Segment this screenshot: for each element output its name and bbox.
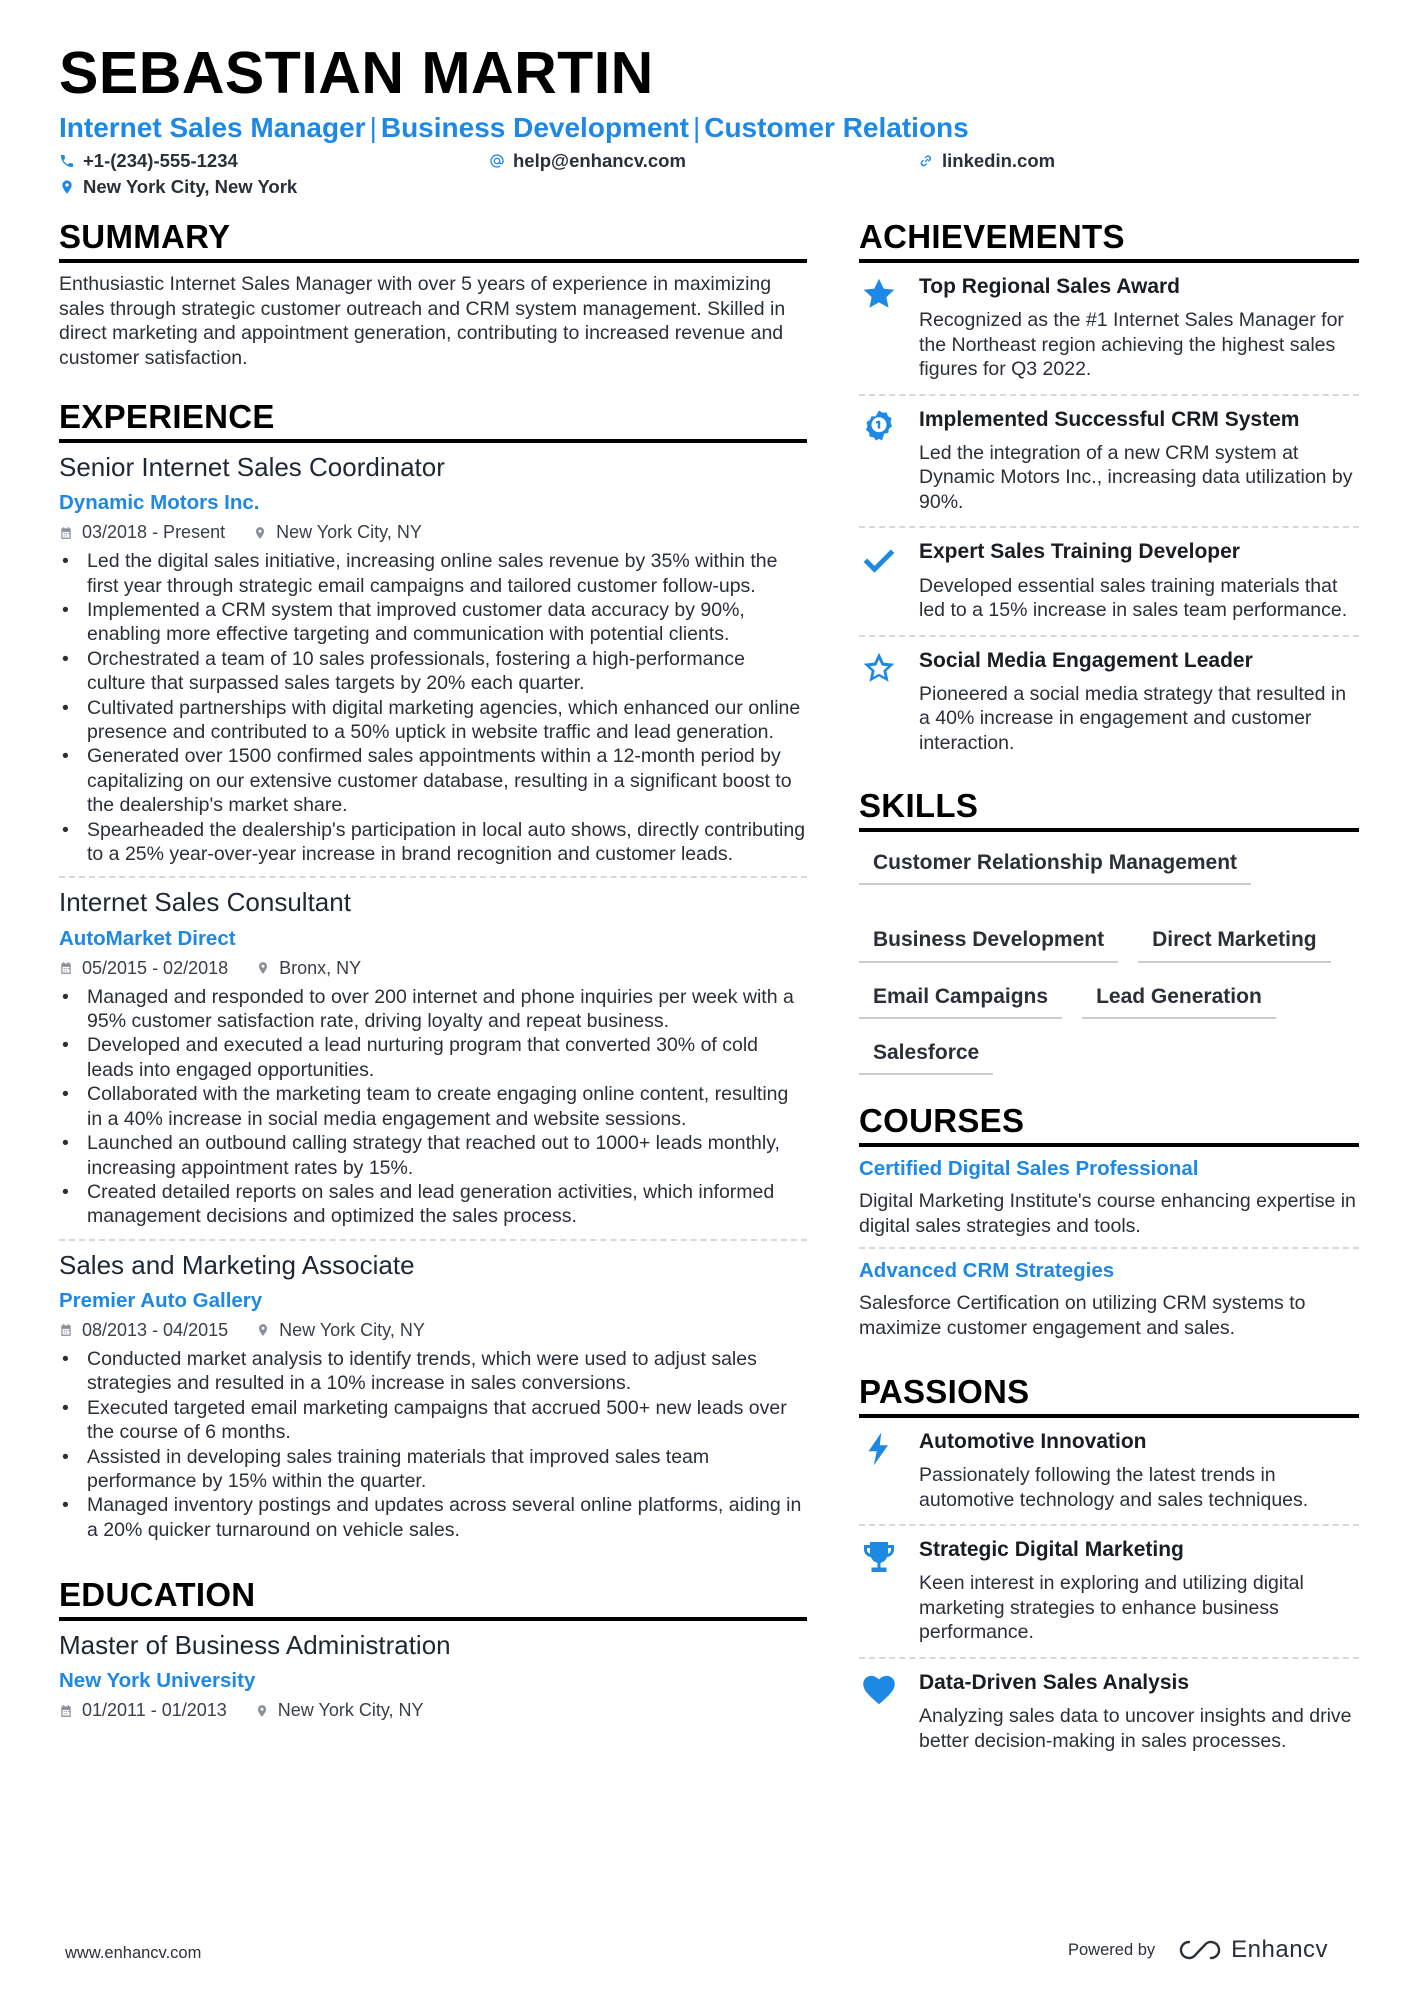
powered-by-text: Powered by: [1068, 1940, 1156, 1959]
job-location: [256, 958, 361, 979]
bullet-item: • Generated over 1500 confirmed sales appointments within a 12-month period by capitalizing on our extensive customer database, resulting in a significant boost to the dealership's market share.: [59, 744, 807, 817]
phone-text: +1-(234)-555-1234: [83, 150, 238, 171]
bullet-item: • Managed inventory postings and updates across several online platforms, aiding in a 20% quicker turnaround on vehicle sales.: [59, 1493, 807, 1542]
achievements-section: [859, 220, 1359, 767]
left-column: [59, 220, 807, 1731]
achievement-item: [859, 263, 1359, 396]
job-entry: [59, 878, 807, 1240]
phone-icon: [59, 153, 75, 169]
headline: [59, 113, 969, 144]
location-pin-icon: [256, 1323, 270, 1337]
job-dates: [59, 522, 225, 543]
calendar-icon: [59, 1704, 73, 1718]
bullet-item: • Implemented a CRM system that improved customer data accuracy by 90%, enabling more effective targeting and communication with potential clients.: [59, 598, 807, 647]
education-dates-text: 01/2011 - 01/2013: [82, 1700, 227, 1721]
skill-tag: Salesforce: [859, 1040, 993, 1075]
section-heading: PASSIONS: [859, 1375, 1359, 1418]
job-location-text: Bronx, NY: [279, 957, 362, 978]
job-location-text: New York City, NY: [276, 522, 422, 543]
job-dates-text: 08/2013 - 04/2015: [82, 1319, 229, 1340]
course-desc: Digital Marketing Institute's course enhancing expertise in digital sales strategies and tools.: [859, 1190, 1356, 1237]
calendar-icon: [59, 1323, 73, 1337]
calendar-icon: [59, 961, 73, 975]
contact-phone[interactable]: [59, 150, 238, 172]
skills-section: [859, 789, 1359, 1075]
headline-part: Business Development: [380, 112, 689, 143]
bullet-item: • Orchestrated a team of 10 sales professionals, fostering a high-performance culture that surpassed sales targets by 20% each quarter.: [59, 647, 807, 696]
company-name: Premier Auto Gallery: [59, 1288, 263, 1312]
passion-title: Strategic Digital Marketing: [919, 1538, 1184, 1562]
passion-desc: Passionately following the latest trends in automotive technology and sales techniques.: [919, 1464, 1309, 1511]
bullet-item: • Created detailed reports on sales and lead generation activities, which informed management decisions and optimized the sales process.: [59, 1180, 807, 1229]
skill-tag: Customer Relationship Management: [859, 850, 1251, 885]
bullet-item: • Managed and responded to over 200 internet and phone inquiries per week with a 95% customer satisfaction rate, driving loyalty and repeat business.: [59, 985, 807, 1034]
enhancv-logo-icon: [1177, 1938, 1223, 1962]
achievement-title: Social Media Engagement Leader: [919, 648, 1253, 672]
star-outline-icon: [861, 650, 897, 686]
bullet-item: • Conducted market analysis to identify trends, which were used to adjust sales strategies and resulted in a 10% increase in sales conversions.: [59, 1347, 807, 1396]
passion-desc: Analyzing sales data to uncover insights and drive better decision-making in sales processes.: [919, 1705, 1352, 1752]
bullet-item: • Developed and executed a lead nurturing program that converted 30% of cold leads into engaged opportunities.: [59, 1033, 807, 1082]
skill-tag: Direct Marketing: [1138, 927, 1331, 962]
location-pin-icon: [253, 526, 267, 540]
education-location-text: New York City, NY: [277, 1700, 424, 1721]
star-filled-icon: [861, 276, 897, 312]
at-icon: [489, 153, 505, 169]
contact-location: [59, 176, 297, 198]
job-dates: [59, 958, 228, 979]
location-pin-icon: [255, 1704, 269, 1718]
education-meta: [59, 1700, 807, 1721]
skill-tag: Business Development: [859, 927, 1118, 962]
bullet-item: • Assisted in developing sales training materials that improved sales team performance by 15% within the quarter.: [59, 1445, 807, 1494]
footer-branding[interactable]: [1068, 1936, 1328, 1964]
headline-separator: |: [369, 112, 377, 143]
degree-title: Master of Business Administration: [59, 1630, 451, 1661]
education-entry: [59, 1621, 807, 1731]
email-text: help@enhancv.com: [513, 150, 686, 171]
job-title: Senior Internet Sales Coordinator: [59, 452, 445, 482]
achievement-item: [859, 637, 1359, 768]
passion-item: [859, 1659, 1359, 1765]
course-desc: Salesforce Certification on utilizing CRM systems to maximize customer engagement and sales.: [859, 1292, 1306, 1339]
section-heading: ACHIEVEMENTS: [859, 220, 1359, 263]
course-item: [859, 1147, 1359, 1249]
calendar-icon: [59, 526, 73, 540]
course-title: Advanced CRM Strategies: [859, 1259, 1115, 1282]
achievement-item: [859, 528, 1359, 636]
job-dates-text: 03/2018 - Present: [82, 522, 226, 543]
checkmark-icon: [861, 541, 897, 577]
job-bullets: [59, 549, 807, 866]
passion-desc: Keen interest in exploring and utilizing digital marketing strategies to enhance business performance.: [919, 1572, 1304, 1644]
job-meta: [59, 522, 807, 543]
contact-email[interactable]: [489, 150, 686, 172]
job-title: Sales and Marketing Associate: [59, 1249, 415, 1280]
bullet-item: • Launched an outbound calling strategy that reached out to 1000+ leads monthly, increasing appointment rates by 15%.: [59, 1131, 807, 1180]
bullet-item: • Cultivated partnerships with digital marketing agencies, which enhanced our online presence and contributed to a 50% uptick in website traffic and lead generation.: [59, 696, 807, 745]
job-location-text: New York City, NY: [279, 1319, 425, 1340]
passion-item: [859, 1418, 1359, 1526]
bullet-item: • Spearheaded the dealership's participation in local auto shows, directly contributing to a 25% year-over-year increase in brand recognition and customer leads.: [59, 818, 807, 867]
location-pin-icon: [59, 179, 75, 195]
achievement-desc: Pioneered a social media strategy that resulted in a 40% increase in engagement and customer interaction.: [919, 682, 1347, 754]
passion-title: Data-Driven Sales Analysis: [919, 1670, 1190, 1694]
summary-section: [59, 220, 807, 370]
school-name: New York University: [59, 1669, 256, 1693]
trophy-icon: [861, 1539, 897, 1575]
job-dates: [59, 1320, 228, 1341]
section-heading: SUMMARY: [59, 220, 807, 263]
bullet-item: • Executed targeted email marketing campaigns that accrued 500+ new leads over the course of 6 months.: [59, 1396, 807, 1445]
brand-logo: [1177, 1936, 1328, 1964]
skill-tag: Lead Generation: [1082, 984, 1276, 1019]
course-item: [859, 1249, 1359, 1349]
location-pin-icon: [256, 961, 270, 975]
headline-separator: |: [692, 112, 701, 143]
job-bullets: [59, 1347, 807, 1542]
job-entry: [59, 1241, 807, 1552]
passions-section: [859, 1375, 1359, 1765]
achievement-item: [859, 396, 1359, 529]
skills-list: [859, 850, 1359, 1075]
link-icon: [918, 153, 934, 169]
bullet-item: • Led the digital sales initiative, increasing online sales revenue by 35% within the first year through strategic email campaigns and tailored customer follow-ups.: [59, 549, 807, 598]
job-entry: [59, 443, 807, 878]
company-name: AutoMarket Direct: [59, 926, 236, 950]
experience-section: [59, 400, 807, 1552]
job-location: [256, 1320, 425, 1341]
achievement-title: Top Regional Sales Award: [919, 275, 1181, 298]
contact-linkedin[interactable]: [918, 150, 1055, 172]
award-ribbon-icon: [861, 409, 897, 445]
linkedin-text: linkedin.com: [942, 150, 1056, 171]
job-location: [253, 522, 422, 543]
section-heading: EDUCATION: [59, 1578, 807, 1621]
education-dates: [59, 1700, 227, 1721]
achievement-desc: Recognized as the #1 Internet Sales Manager for the Northeast region achieving the highest sales figures for Q3 2022.: [919, 309, 1344, 381]
education-section: [59, 1578, 807, 1731]
right-column: [859, 220, 1359, 1765]
location-text: New York City, New York: [83, 176, 298, 197]
achievement-title: Expert Sales Training Developer: [919, 540, 1240, 564]
section-heading: EXPERIENCE: [59, 400, 807, 443]
company-name: Dynamic Motors Inc.: [59, 491, 260, 515]
job-dates-text: 05/2015 - 02/2018: [82, 957, 229, 978]
candidate-name: SEBASTIAN MARTIN: [59, 40, 654, 106]
education-location: [255, 1700, 424, 1721]
passion-title: Automotive Innovation: [919, 1430, 1147, 1453]
course-title: Certified Digital Sales Professional: [859, 1157, 1199, 1180]
headline-part: Customer Relations: [704, 112, 969, 143]
section-heading: COURSES: [859, 1104, 1359, 1147]
job-bullets: [59, 985, 807, 1229]
job-title: Internet Sales Consultant: [59, 887, 351, 918]
footer-website[interactable]: www.enhancv.com: [65, 1944, 202, 1962]
courses-section: [859, 1104, 1359, 1349]
summary-text: Enthusiastic Internet Sales Manager with over 5 years of experience in maximizing sales through strategic customer outreach and CRM system management. Skilled in direct marketing and appointment generation, contributing to increased revenue and customer satisfaction.: [59, 273, 786, 369]
skill-tag: Email Campaigns: [859, 984, 1062, 1019]
bullet-item: • Collaborated with the marketing team to create engaging online content, resulting in a 40% increase in social media engagement and website sessions.: [59, 1082, 807, 1131]
achievement-title: Implemented Successful CRM System: [919, 407, 1300, 431]
heart-icon: [861, 1672, 897, 1708]
job-meta: [59, 1320, 807, 1341]
job-meta: [59, 958, 807, 979]
achievement-desc: Developed essential sales training materials that led to a 15% increase in sales team performance.: [919, 574, 1348, 622]
lightning-bolt-icon: [861, 1431, 897, 1467]
headline-part: Internet Sales Manager: [59, 112, 366, 143]
passion-item: [859, 1526, 1359, 1659]
achievement-desc: Led the integration of a new CRM system at Dynamic Motors Inc., increasing data utilization by 90%.: [919, 441, 1353, 513]
section-heading: SKILLS: [859, 789, 1359, 832]
brand-name: Enhancv: [1231, 1936, 1329, 1963]
